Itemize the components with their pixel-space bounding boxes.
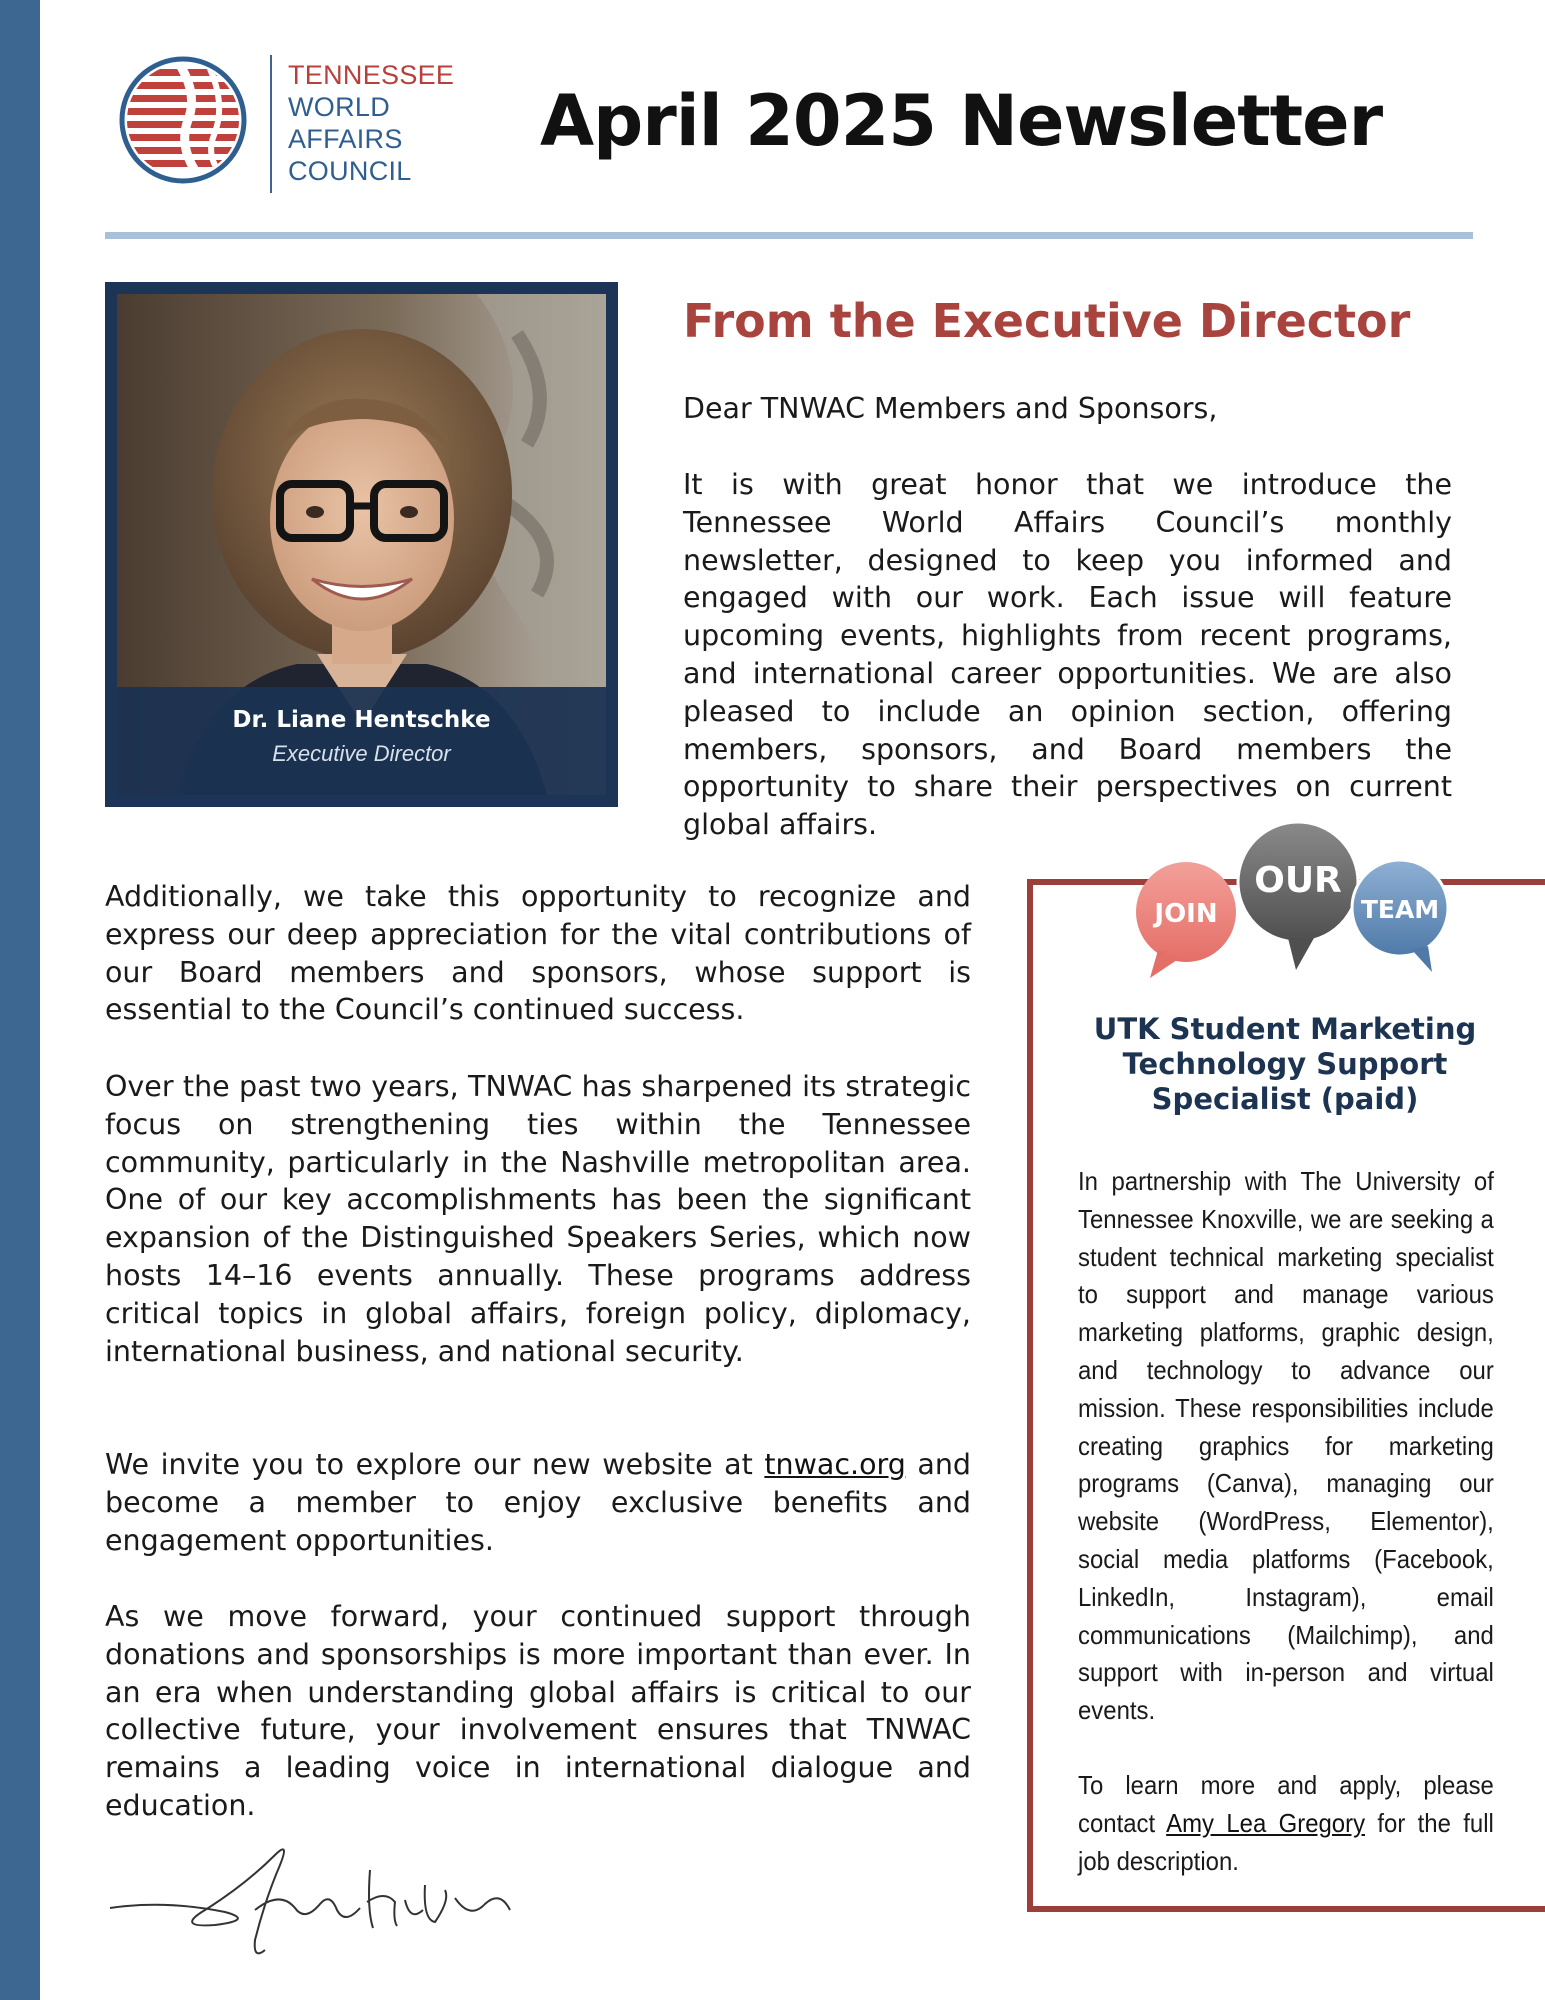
logo-wordmark — [288, 59, 454, 187]
org-logo[interactable] — [118, 55, 478, 195]
letter-paragraph-2: Additionally, we take this opportunity to recognize and express our deep appreciation for the vital contributions of our Board members and sponsors, whose support is essential to the Council’s continued success. — [105, 880, 971, 1027]
job-contact-text-after: for the full job description. — [1078, 1807, 1494, 1876]
job-description: In partnership with The University of Tennessee Knoxville, we are seeking a student technical marketing specialist to support and manage various marketing platforms, graphic design, and technology to advance our mission. These responsibilities include creating graphics for marketing programs (Canva), managing our website (WordPress, Elementor), social media platforms (Facebook, LinkedIn, Instagram), email communications (Mailchimp), and support with in-person and virtual events. — [1078, 1166, 1494, 1726]
globe-logo-icon — [118, 55, 248, 185]
letter-paragraph-1: It is with great honor that we introduce the Tennessee World Affairs Council’s monthly newsletter, designed to keep you informed and engaged with our work. Each issue will feature upcoming events, highlights from recent programs, and international career opportunities. We are also pleased to include an opinion section, offering members, sponsors, and Board members the opportunity to share their perspectives on current global affairs. — [683, 468, 1452, 842]
photo-caption — [117, 687, 606, 795]
letter-paragraph-4 — [105, 1446, 971, 1559]
left-sidebar-bar — [0, 0, 40, 2000]
director-role: Executive Director — [272, 741, 451, 766]
contact-link-amy-lea-gregory[interactable]: Amy Lea Gregory — [1166, 1807, 1366, 1838]
letter-salutation: Dear TNWAC Members and Sponsors, — [683, 392, 1218, 425]
logo-line-world: WORLD — [288, 92, 390, 122]
logo-divider — [270, 55, 272, 193]
join-our-team-bubbles-icon — [1128, 820, 1468, 980]
bubble-team-label: TEAM — [1360, 895, 1440, 924]
paragraph-4-text-after: and become a member to enjoy exclusive benefits and engagement opportunities. — [105, 1448, 971, 1557]
handwritten-signature — [105, 1830, 525, 1970]
paragraph-4-text-before: We invite you to explore our new website at — [105, 1448, 765, 1481]
letter-paragraph-5: As we move forward, your continued support through donations and sponsorships is more important than ever. In an era when understanding global affairs is critical to our collective future, your involvement ensures that TNWAC remains a leading voice in international dialogue and education. — [105, 1600, 971, 1822]
header-divider — [105, 232, 1473, 239]
bubble-join-label: JOIN — [1154, 899, 1218, 929]
newsletter-title: April 2025 Newsletter — [540, 80, 1383, 162]
job-contact — [1078, 1767, 1494, 1880]
logo-line-council: COUNCIL — [288, 156, 412, 186]
section-heading-executive-director: From the Executive Director — [683, 294, 1411, 348]
logo-line-tennessee: TENNESSEE — [288, 60, 455, 90]
bubble-our-label: OUR — [1254, 860, 1342, 901]
job-title: UTK Student Marketing Technology Support Specialist (paid) — [1093, 1012, 1477, 1116]
director-name: Dr. Liane Hentschke — [232, 707, 491, 733]
director-photo-card — [105, 282, 618, 807]
logo-line-affairs: AFFAIRS — [288, 124, 403, 154]
job-contact-text-before: To learn more and apply, please contact — [1078, 1770, 1494, 1838]
letter-paragraph-3: Over the past two years, TNWAC has sharpened its strategic focus on strengthening ties within the Tennessee community, particularly in the Nashville metropolitan area. One of our key accomplishments has been the significant expansion of the Distinguished Speakers Series, which now hosts 14–16 events annually. These programs address critical topics in global affairs, foreign policy, diplomacy, international business, and national security. — [105, 1070, 971, 1368]
website-link[interactable]: tnwac.org — [764, 1448, 906, 1481]
